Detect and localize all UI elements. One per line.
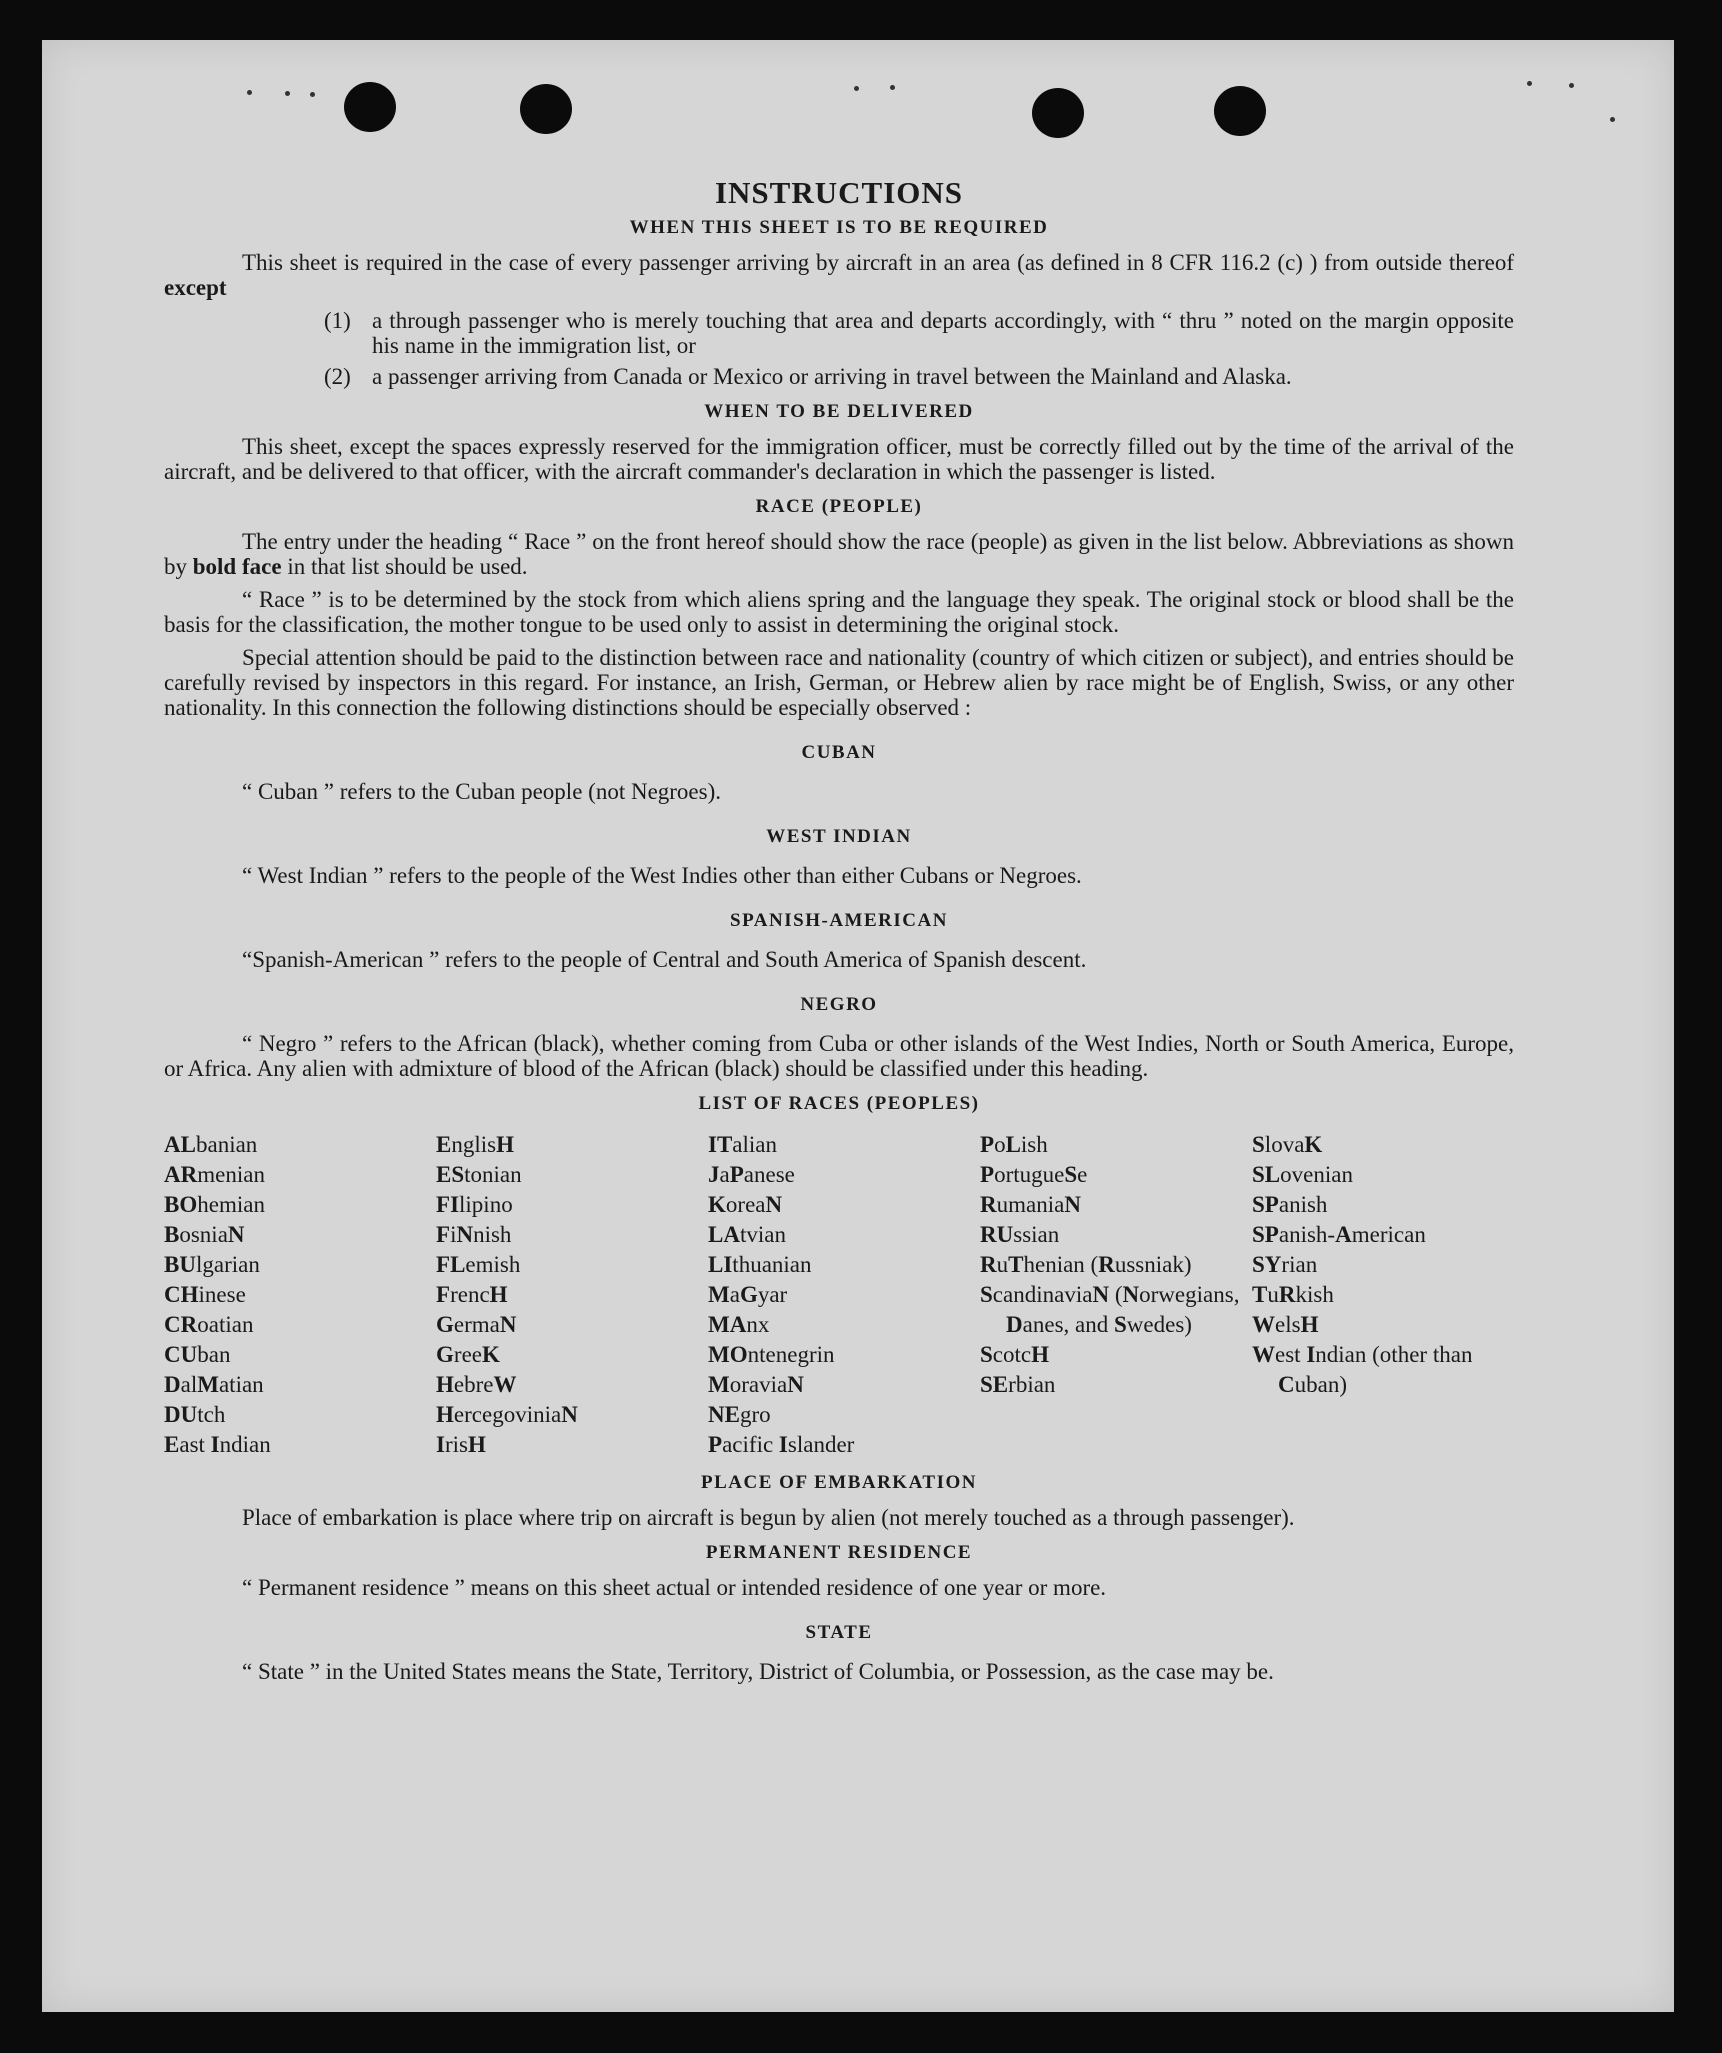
race-entry: PortugueSe (980, 1162, 1088, 1187)
race-entry: TuRkish (1252, 1282, 1334, 1307)
race-entry: GermaN (436, 1312, 517, 1337)
race-entry: JaPanese (708, 1162, 795, 1187)
race-entry: NEgro (708, 1402, 771, 1427)
heading-list-of-races: LIST OF RACES (PEOPLES) (698, 1093, 980, 1114)
race-entry: ScotcH (980, 1342, 1050, 1367)
spanish-american-text: “Spanish-American ” refers to the people of Central and South America of Spanish descent. (242, 947, 1087, 972)
race-entry: FiNnish (436, 1222, 512, 1247)
race-entry: EnglisH (436, 1132, 514, 1157)
exception-item-2: (2) a passenger arriving from Canada or Mexico or arriving in travel between the Mainland and Alaska. (324, 364, 1292, 389)
speck (854, 86, 859, 91)
speck (285, 91, 290, 96)
race-entry: DalMatian (164, 1372, 264, 1397)
races-column (980, 1130, 1252, 1460)
race-paragraph-3: Special attention should be paid to the distinction between race and nationality (country of which citizen or subject), and entries should be carefully revised by inspectors in this regard. For instance, an Irish, German, or Hebrew alien by race might be of English, Swiss, or any other nationality. In this connection the following distinctions should be especially observed : (164, 645, 1514, 720)
speck (310, 92, 315, 97)
races-column (708, 1130, 980, 1460)
race-entry: LAtvian (708, 1222, 786, 1247)
race-paragraph-2: “ Race ” is to be determined by the stock from which aliens spring and the language they speak. The original stock or blood shall be the basis for the classification, the mother tongue to be used only to assist in determining the original stock. (164, 587, 1514, 637)
races-column (1252, 1130, 1514, 1460)
heading-when-required: WHEN THIS SHEET IS TO BE REQUIRED (629, 217, 1049, 238)
race-entry: CUban (164, 1342, 231, 1367)
exception-item-1: (1) a through passenger who is merely touching that area and departs accordingly, with “ thru ” noted on the margin opposite his name in the immigration list, or (324, 308, 1514, 358)
punch-hole (1032, 88, 1084, 138)
race-entry: BOhemian (164, 1192, 265, 1217)
race-entry: GreeK (436, 1342, 500, 1367)
heading-negro: NEGRO (800, 994, 878, 1015)
race-entry: SLovenian (1252, 1162, 1353, 1187)
speck (890, 85, 895, 90)
race-entry: FrencH (436, 1282, 508, 1307)
race-paragraph-1: The entry under the heading “ Race ” on the front hereof should show the race (people) as given in the list below. Abbreviations as shown by bold face in that list should be used. (164, 529, 1514, 579)
race-entry: ALbanian (164, 1132, 258, 1157)
race-entry: SPanish-American (1252, 1222, 1426, 1247)
race-entry: KoreaN (708, 1192, 783, 1217)
embarkation-text: Place of embarkation is place where trip on aircraft is begun by alien (not merely touched as a through passenger). (242, 1505, 1295, 1530)
residence-text: “ Permanent residence ” means on this sheet actual or intended residence of one year or more. (242, 1575, 1107, 1600)
race-entry: WelsH (1252, 1312, 1319, 1337)
race-entry: SPanish (1252, 1192, 1328, 1217)
punch-hole (1214, 86, 1266, 136)
heading-cuban: CUBAN (801, 742, 877, 763)
race-entry: West Indian (other than Cuban) (1252, 1342, 1473, 1397)
race-entry: SErbian (980, 1372, 1056, 1397)
race-entry: HebreW (436, 1372, 517, 1397)
race-entry: EStonian (436, 1162, 522, 1187)
race-entry: RumaniaN (980, 1192, 1081, 1217)
heading-spanish-american: SPANISH-AMERICAN (730, 910, 948, 931)
race-entry: East Indian (164, 1432, 271, 1457)
race-entry: MAnx (708, 1312, 770, 1337)
delivered-text: This sheet, except the spaces expressly reserved for the immigration officer, must be correctly filled out by the time of the arrival of the aircraft, and be delivered to that officer, with the aircraft commander's declaration in which the passenger is listed. (164, 434, 1514, 484)
cuban-text: “ Cuban ” refers to the Cuban people (not Negroes). (242, 779, 722, 804)
required-intro: This sheet is required in the case of every passenger arriving by aircraft in an area (as defined in 8 CFR 116.2 (c) ) from outside thereof except (164, 250, 1514, 300)
punch-hole (520, 84, 572, 134)
race-entry: FLemish (436, 1252, 521, 1277)
race-entry: ITalian (708, 1132, 778, 1157)
speck (247, 90, 252, 95)
heading-permanent-residence: PERMANENT RESIDENCE (705, 1542, 973, 1563)
race-entry: BosniaN (164, 1222, 245, 1247)
heading-place-of-embarkation: PLACE OF EMBARKATION (701, 1472, 977, 1493)
race-entry: LIthuanian (708, 1252, 812, 1277)
race-entry: BUlgarian (164, 1252, 260, 1277)
punch-hole (344, 82, 396, 132)
race-entry: ARmenian (164, 1162, 265, 1187)
heading-state: STATE (805, 1622, 873, 1643)
race-entry: HercegoviniaN (436, 1402, 578, 1427)
race-entry: RuThenian (Russniak) (980, 1252, 1192, 1277)
race-entry: SYrian (1252, 1252, 1318, 1277)
west-indian-text: “ West Indian ” refers to the people of the West Indies other than either Cubans or Negroes. (242, 863, 1082, 888)
race-entry: MoraviaN (708, 1372, 804, 1397)
page-title: INSTRUCTIONS (714, 175, 963, 210)
race-entry: FIlipino (436, 1192, 513, 1217)
speck (1569, 83, 1574, 88)
race-entry: DUtch (164, 1402, 226, 1427)
races-column (164, 1130, 436, 1460)
race-entry: IrisH (436, 1432, 486, 1457)
race-entry: RUssian (980, 1222, 1060, 1247)
race-entry: MOntenegrin (708, 1342, 835, 1367)
race-entry: CHinese (164, 1282, 246, 1307)
race-entry: CRoatian (164, 1312, 254, 1337)
race-entry: ScandinaviaN (Norwegians, Danes, and Swedes) (980, 1282, 1240, 1337)
race-entry: PoLish (980, 1132, 1048, 1157)
races-list (164, 1130, 1514, 1460)
state-text: “ State ” in the United States means the State, Territory, District of Columbia, or Possession, as the case may be. (242, 1659, 1274, 1684)
speck (1527, 81, 1532, 86)
race-entry: Pacific Islander (708, 1432, 855, 1457)
race-entry: MaGyar (708, 1282, 788, 1307)
races-column (436, 1130, 708, 1460)
heading-when-delivered: WHEN TO BE DELIVERED (704, 401, 974, 422)
speck (1610, 117, 1615, 122)
instructions-content (164, 175, 1514, 1692)
heading-race: RACE (PEOPLE) (755, 496, 923, 517)
heading-west-indian: WEST INDIAN (766, 826, 912, 847)
race-entry: SlovaK (1252, 1132, 1323, 1157)
negro-text: “ Negro ” refers to the African (black), whether coming from Cuba or other islands of the West Indies, North or South America, Europe, or Africa. Any alien with admixture of blood of the African (black) should be classified under this heading. (164, 1031, 1514, 1081)
